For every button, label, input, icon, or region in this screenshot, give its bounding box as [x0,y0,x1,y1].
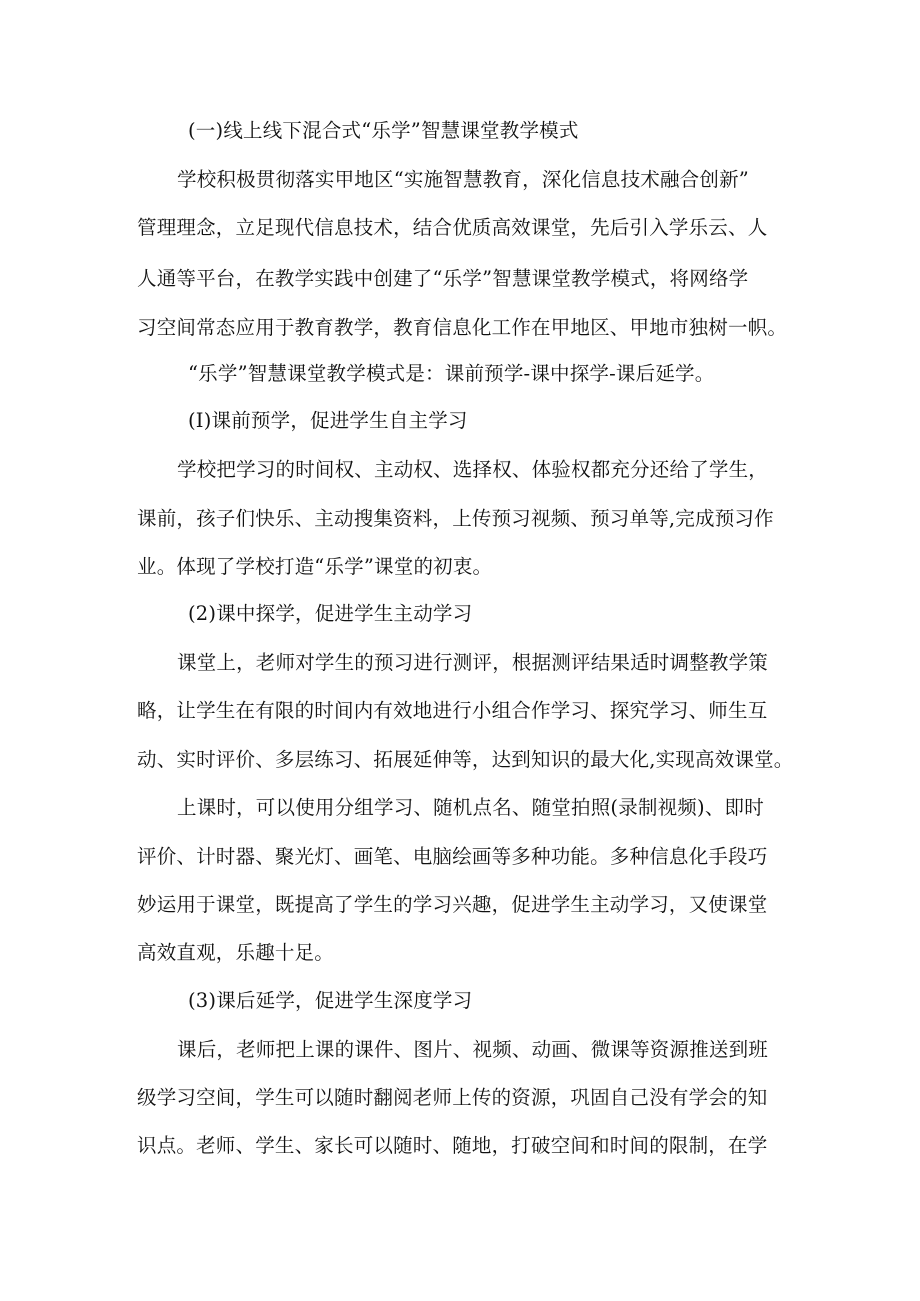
paragraph-line: 课后，老师把上课的课件、图片、视频、动画、微课等资源推送到班 [177,1038,769,1061]
paragraph-line: “乐学”智慧课堂教学模式是：课前预学-课中探学-课后延学。 [188,362,715,385]
paragraph-line: 课堂上，老师对学生的预习进行测评，根据测评结果适时调整教学策 [177,651,769,674]
paragraph-line: 管理理念，立足现代信息技术，结合优质高效课堂，先后引入学乐云、人 [137,216,768,239]
paragraph-line: 级学习空间，学生可以随时翻阅老师上传的资源，巩固自己没有学会的知 [137,1086,768,1109]
paragraph-line: 人通等平台，在教学实践中创建了“乐学”智慧课堂教学模式，将网络学 [137,267,749,290]
paragraph-line: 学校把学习的时间权、主动权、选择权、体验权都充分还给了学生， [177,458,769,481]
subsection-heading: (2)课中探学，促进学生主动学习 [188,602,473,625]
paragraph-line: 动、实时评价、多层练习、拓展延伸等，达到知识的最大化,实现高效课堂。 [137,748,794,771]
paragraph-line: 上课时，可以使用分组学习、随机点名、随堂拍照(录制视频)、即时 [177,796,764,819]
section-heading: (一)线上线下混合式“乐学”智慧课堂教学模式 [188,119,579,142]
paragraph-line: 学校积极贯彻落实甲地区“实施智慧教育，深化信息技术融合创新” [177,168,749,191]
paragraph-line: 略，让学生在有限的时间内有效地进行小组合作学习、探究学习、师生互 [137,699,768,722]
paragraph-line: 高效直观，乐趣十足。 [137,941,335,964]
paragraph-line: 习空间常态应用于教育教学，教育信息化工作在甲地区、甲地市独树一帜。 [137,316,788,339]
paragraph-line: 业。体现了学校打造“乐学”课堂的初衷。 [137,555,493,578]
paragraph-line: 评价、计时器、聚光灯、画笔、电脑绘画等多种功能。多种信息化手段巧 [137,845,768,868]
paragraph-line: 课前，孩子们快乐、主动搜集资料，上传预习视频、预习单等,完成预习作 [137,507,774,530]
paragraph-line: 识点。老师、学生、家长可以随时、随地，打破空间和时间的限制，在学 [137,1134,768,1157]
subsection-heading: (3)课后延学，促进学生深度学习 [188,989,473,1012]
paragraph-line: 妙运用于课堂，既提高了学生的学习兴趣，促进学生主动学习，又使课堂 [137,893,768,916]
subsection-heading: (I)课前预学，促进学生自主学习 [188,409,468,432]
